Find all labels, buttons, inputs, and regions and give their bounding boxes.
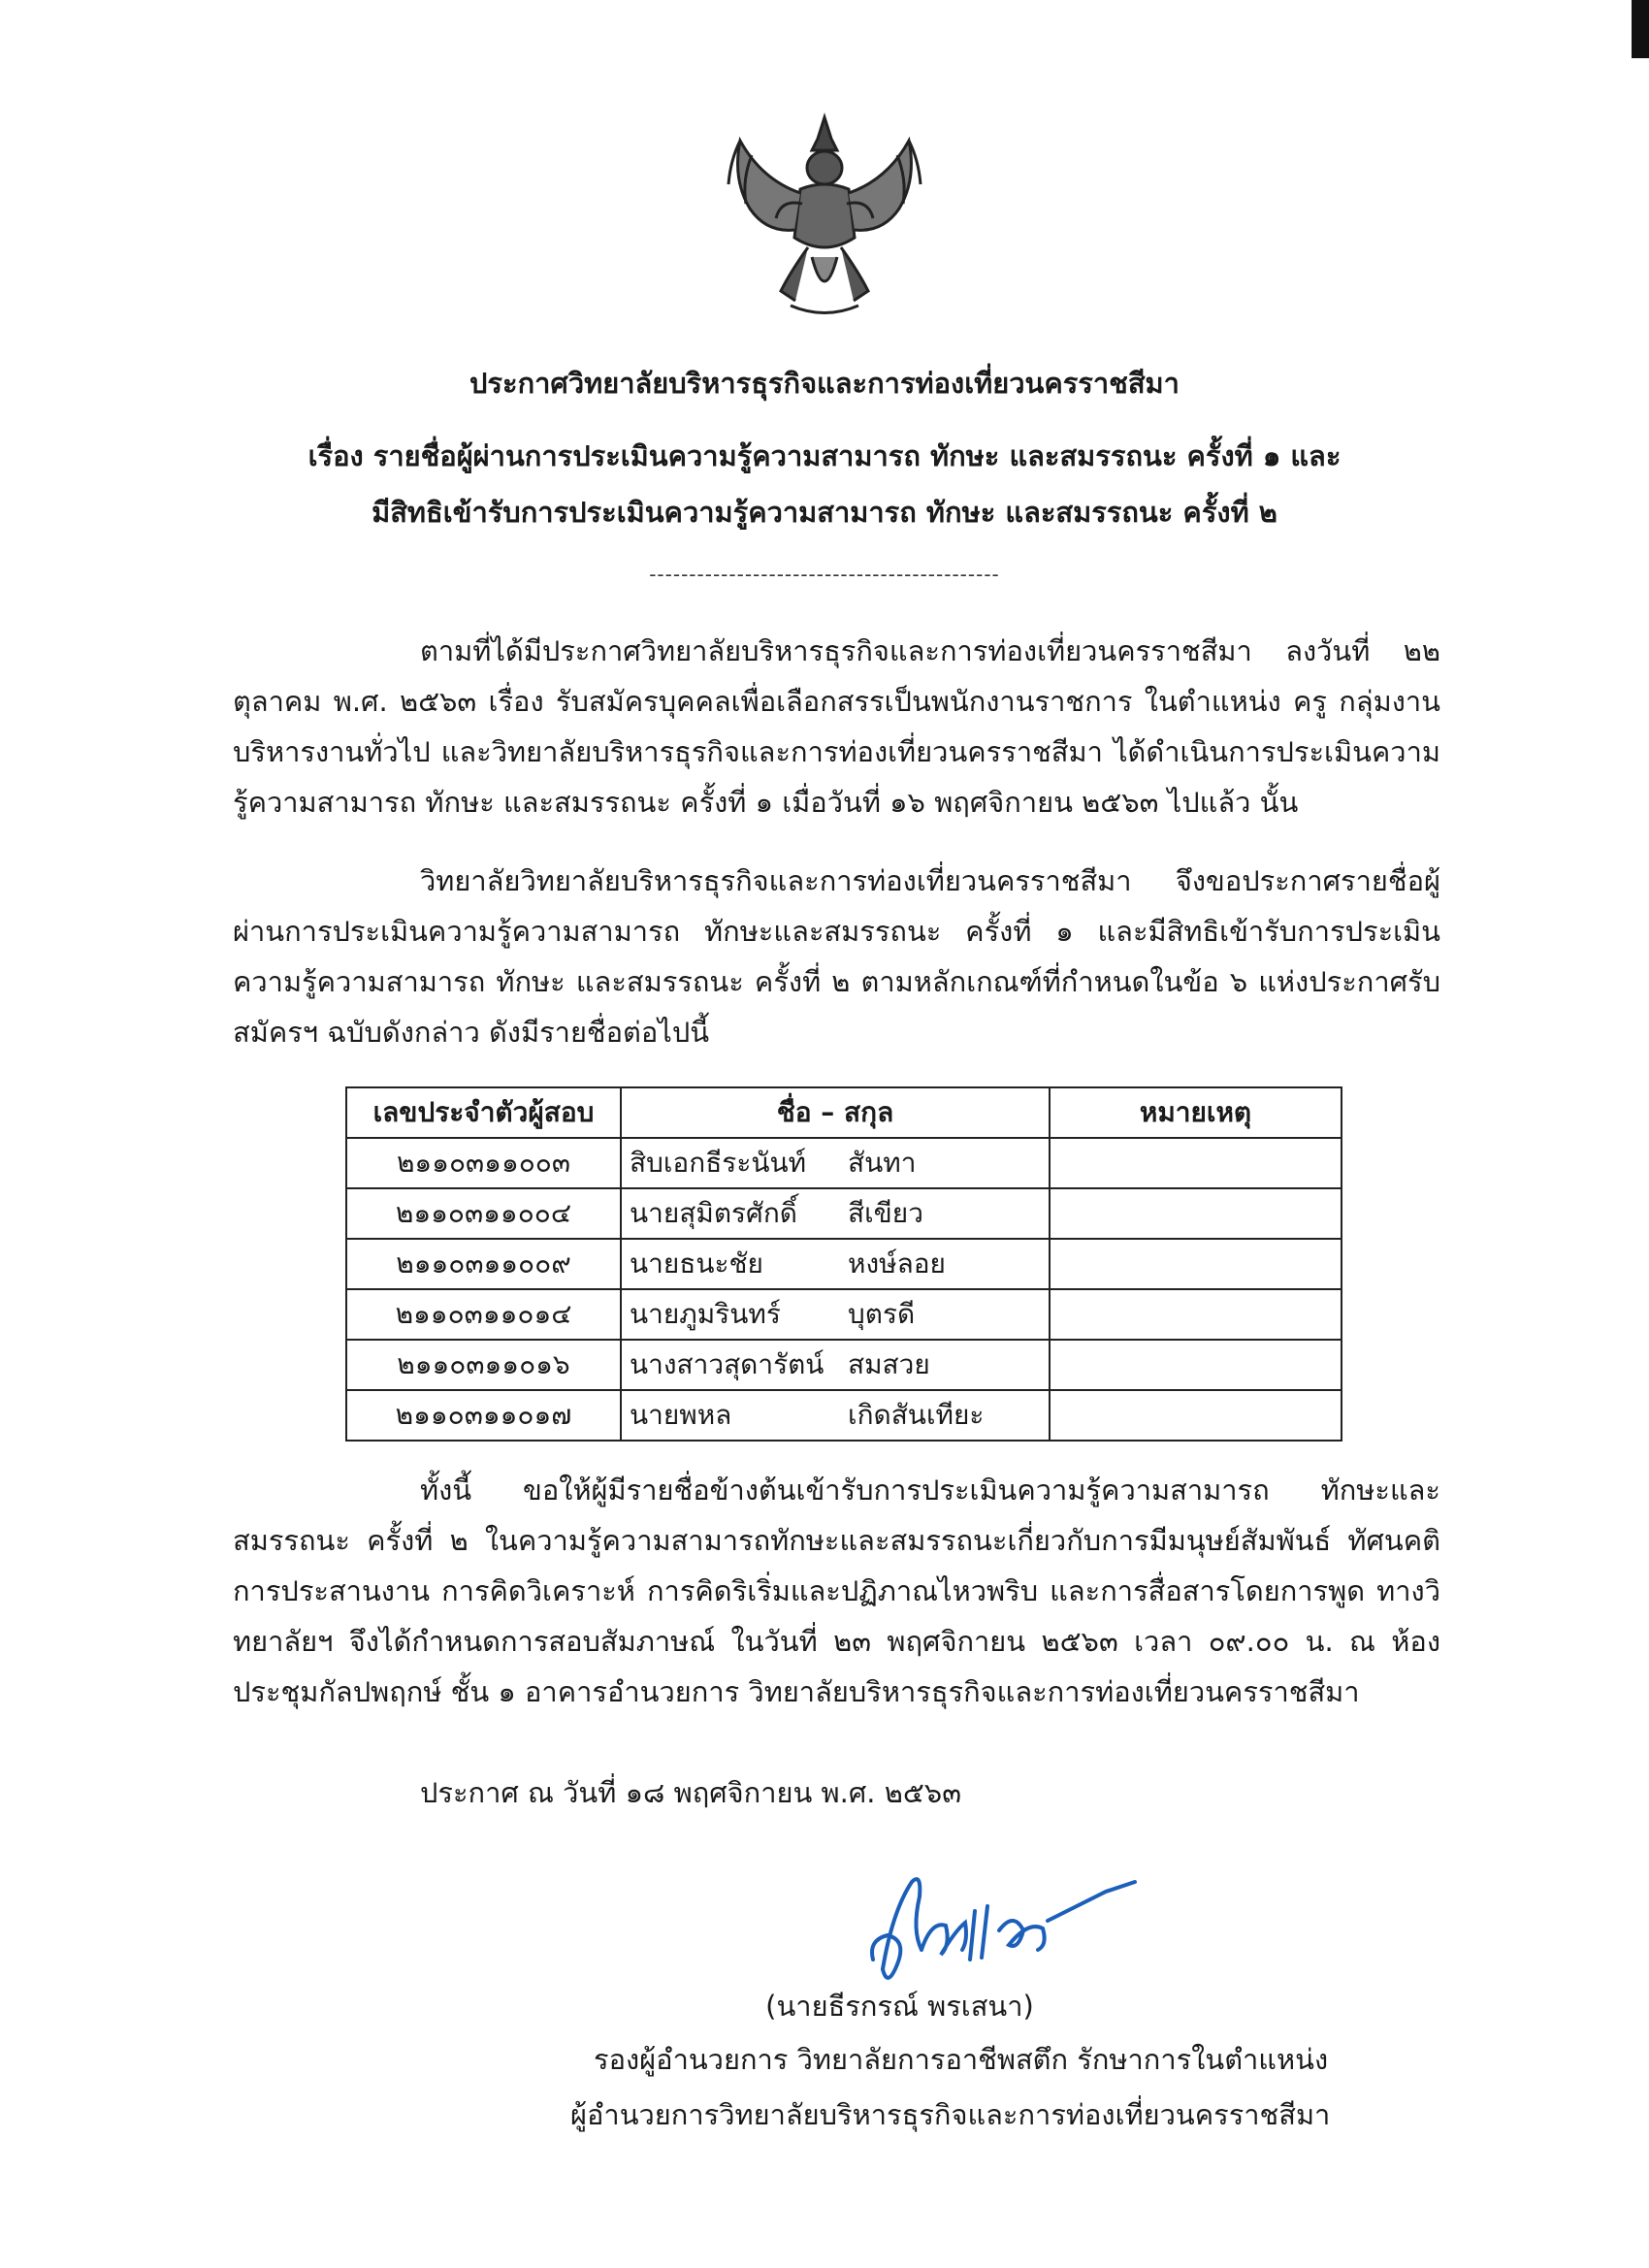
- first-name: นายพหล: [630, 1399, 732, 1431]
- candidate-name: [621, 1188, 1050, 1239]
- note-cell: [1050, 1239, 1342, 1289]
- first-name: นายภูมรินทร์: [630, 1298, 781, 1330]
- column-header-note: หมายเหตุ: [1050, 1087, 1342, 1138]
- last-name: หงษ์ลอย: [848, 1247, 946, 1280]
- signer-name: (นายธีรกรณ์ พรเสนา): [765, 1990, 1034, 2023]
- table-header-row: [346, 1087, 1342, 1138]
- subject-line-1: เรื่อง รายชื่อผู้ผ่านการประเมินความรู้ความสามารถ ทักษะ และสมรรถนะ ครั้งที่ ๑ และ: [307, 439, 1342, 472]
- candidate-name: [621, 1138, 1050, 1188]
- first-name: นายสุมิตรศักดิ์: [630, 1197, 797, 1229]
- candidate-name: [621, 1289, 1050, 1340]
- handwritten-signature-icon: [854, 1853, 1145, 1998]
- signer-position-line-2: ผู้อำนวยการวิทยาลัยบริหารธุรกิจและการท่องเที่ยวนครราชสีมา: [570, 2098, 1331, 2131]
- table-row: [346, 1239, 1342, 1289]
- column-header-id: เลขประจำตัวผู้สอบ: [346, 1087, 621, 1138]
- paragraph-background: ตามที่ได้มีประกาศวิทยาลัยบริหารธุรกิจและการท่องเที่ยวนครราชสีมา ลงวันที่ ๒๒ ตุลาคม พ.ศ. ๒๕๖๓ เรื่อง รับสมัครบุคคลเพื่อเลือกสรรเป็นพนักงานราชการ ในตำแหน่ง ครู กลุ่มงานบริหารงานทั่วไป และวิทยาลัยบริหารธุรกิจและการท่องเที่ยวนครราชสีมา ได้ดำเนินการประเมินความรู้ความสามารถ ทักษะ และสมรรถนะ ครั้งที่ ๑ เมื่อวันที่ ๑๖ พฤศจิกายน ๒๕๖๓ ไปแล้ว นั้น: [233, 634, 1440, 819]
- results-table: [345, 1086, 1342, 1442]
- table-row: [346, 1340, 1342, 1390]
- candidate-id: ๒๑๑๐๓๑๑๐๑๔: [346, 1289, 621, 1340]
- note-cell: [1050, 1138, 1342, 1188]
- candidate-name: [621, 1239, 1050, 1289]
- last-name: สีเขียว: [848, 1197, 923, 1229]
- note-cell: [1050, 1390, 1342, 1441]
- subject-line-2: มีสิทธิเข้ารับการประเมินความรู้ความสามารถ ทักษะ และสมรรถนะ ครั้งที่ ๒: [372, 496, 1277, 529]
- candidate-id: ๒๑๑๐๓๑๑๐๐๓: [346, 1138, 621, 1188]
- separator-line: --------------------------------------------: [649, 563, 1000, 586]
- note-cell: [1050, 1340, 1342, 1390]
- candidate-name: [621, 1390, 1050, 1441]
- last-name: บุตรดี: [848, 1298, 916, 1330]
- paragraph-announcement: วิทยาลัยวิทยาลัยบริหารธุรกิจและการท่องเที่ยวนครราชสีมา จึงขอประกาศรายชื่อผู้ผ่านการประเมินความรู้ความสามารถ ทักษะและสมรรถนะ ครั้งที่ ๑ และมีสิทธิเข้ารับการประเมินความรู้ความสามารถ ทักษะ และสมรรถนะ ครั้งที่ ๒ ตามหลักเกณฑ์ที่กำหนดในข้อ ๖ แห่งประกาศรับสมัครฯ ฉบับดังกล่าว ดังมีรายชื่อต่อไปนี้: [233, 864, 1440, 1049]
- first-name: นางสาวสุดารัตน์: [630, 1348, 824, 1380]
- signer-position-line-1: รองผู้อำนวยการ วิทยาลัยการอาชีพสตึก รักษาการในตำแหน่ง: [594, 2043, 1329, 2076]
- last-name: สันทา: [848, 1147, 917, 1179]
- candidate-id: ๒๑๑๐๓๑๑๐๐๔: [346, 1188, 621, 1239]
- last-name: เกิดสันเทียะ: [848, 1399, 985, 1431]
- table-row: [346, 1138, 1342, 1188]
- note-cell: [1050, 1289, 1342, 1340]
- note-cell: [1050, 1188, 1342, 1239]
- candidate-id: ๒๑๑๐๓๑๑๐๑๗: [346, 1390, 621, 1441]
- garuda-emblem-icon: [723, 112, 926, 320]
- first-name: นายธนะชัย: [630, 1247, 763, 1280]
- candidate-name: [621, 1340, 1050, 1390]
- first-name: สิบเอกธีระนันท์: [630, 1147, 807, 1179]
- announcement-title: ประกาศวิทยาลัยบริหารธุรกิจและการท่องเที่ยวนครราชสีมา: [469, 367, 1180, 400]
- scan-edge-mark: [1632, 0, 1649, 58]
- paragraph-interview-details: ทั้งนี้ ขอให้ผู้มีรายชื่อข้างต้นเข้ารับการประเมินความรู้ความสามารถ ทักษะและสมรรถนะ ครั้งที่ ๒ ในความรู้ความสามารถทักษะและสมรรถนะเกี่ยวกับการมีมนุษย์สัมพันธ์ ทัศนคติ การประสานงาน การคิดวิเคราะห์ การคิดริเริ่มและปฏิภาณไหวพริบ และการสื่อสารโดยการพูด ทางวิทยาลัยฯ จึงได้กำหนดการสอบสัมภาษณ์ ในวันที่ ๒๓ พฤศจิกายน ๒๕๖๓ เวลา ๐๙.๐๐ น. ณ ห้องประชุมกัลปพฤกษ์ ชั้น ๑ อาคารอำนวยการ วิทยาลัยบริหารธุรกิจและการท่องเที่ยวนครราชสีมา: [233, 1474, 1440, 1708]
- table-row: [346, 1390, 1342, 1441]
- column-header-name: ชื่อ – สกุล: [621, 1087, 1050, 1138]
- announcement-date: ประกาศ ณ วันที่ ๑๘ พฤศจิกายน พ.ศ. ๒๕๖๓: [420, 1776, 962, 1809]
- candidate-id: ๒๑๑๐๓๑๑๐๐๙: [346, 1239, 621, 1289]
- last-name: สมสวย: [848, 1348, 930, 1380]
- table-row: [346, 1188, 1342, 1239]
- table-row: [346, 1289, 1342, 1340]
- candidate-id: ๒๑๑๐๓๑๑๐๑๖: [346, 1340, 621, 1390]
